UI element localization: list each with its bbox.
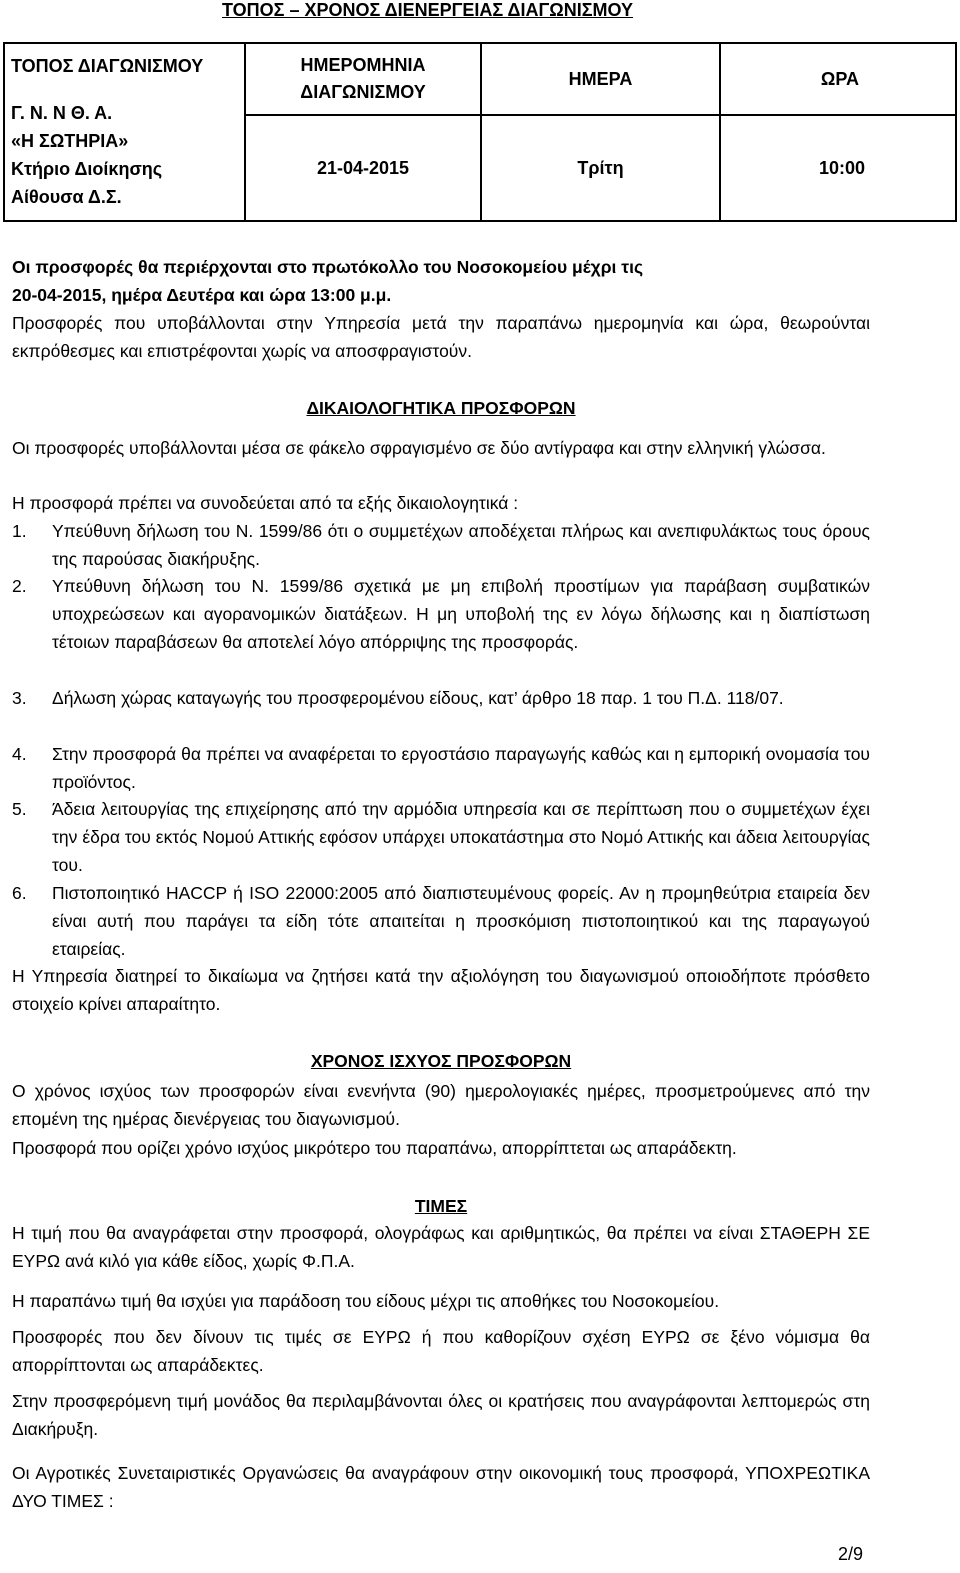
list-item-number: 6. (12, 883, 27, 903)
list-item-text: Δήλωση χώρας καταγωγής του προσφερομένου είδους, κατ’ άρθρο 18 παρ. 1 του Π.Δ. 118/07. (52, 688, 784, 708)
date-value: 21-04-2015 (316, 157, 410, 178)
validity-heading: ΧΡΟΝΟΣ ΙΣΧΥΟΣ ΠΡΟΣΦΟΡΩΝ (310, 1051, 572, 1071)
list-item (12, 572, 870, 656)
prices-paragraph-4: Στην προσφερόμενη τιμή μονάδος θα περιλαμβάνονται όλες οι κρατήσεις που αναγράφονται λεπτομερώς στη Διακήρυξη. (12, 1391, 870, 1439)
place-line-1: Γ. Ν. Ν Θ. Α. (11, 103, 113, 123)
venue-place-cell (4, 43, 245, 221)
list-item-number: 5. (12, 799, 27, 819)
prices-paragraph-1: Η τιμή που θα αναγράφεται στην προσφορά, ολογράφως και αριθμητικώς, θα πρέπει να είναι ΣΤΑΘΕΡΗ ΣΕ ΕΥΡΩ ανά κιλό για κάθε είδος, χωρίς Φ.Π.Α. (12, 1223, 870, 1271)
documents-intro-2: Η προσφορά πρέπει να συνοδεύεται από τα εξής δικαιολογητικά : (12, 493, 519, 513)
deadline-line-1: Οι προσφορές θα περιέρχονται στο πρωτόκολλο του Νοσοκομείου μέχρι τις (12, 257, 644, 277)
deadline-line-2: 20-04-2015, ημέρα Δευτέρα και ώρα 13:00 μ.μ. (12, 285, 392, 305)
place-line-2: «Η ΣΩΤΗΡΙΑ» (11, 131, 129, 151)
day-header-cell (481, 43, 720, 115)
documents-heading: ΔΙΚΑΙΟΛΟΓΗΤΙΚΑ ΠΡΟΣΦΟΡΩΝ (306, 398, 576, 418)
date-cell (245, 115, 481, 221)
prices-paragraph-5: Οι Αγροτικές Συνεταιριστικές Οργανώσεις θα αναγράφουν στην οικονομική τους προσφορά, ΥΠΟΧΡΕΩΤΙΚΑ ΔΥΟ ΤΙΜΕΣ : (12, 1463, 870, 1511)
list-item-text: Υπεύθυνη δήλωση του Ν. 1599/86 ότι ο συμμετέχων αποδέχεται πλήρως και ανεπιφυλάκτως τους όρους της παρούσας διακήρυξης. (52, 521, 870, 569)
list-item-number: 1. (12, 521, 27, 541)
prices-paragraph-3: Προσφορές που δεν δίνουν τις τιμές σε ΕΥΡΩ ή που καθορίζουν σχέση ΕΥΡΩ σε ξένο νόμισμα θα απορρίπτονται ως απαράδεκτες. (12, 1327, 870, 1375)
validity-heading-wrap (12, 1047, 870, 1075)
deadline-note: Προσφορές που υποβάλλονται στην Υπηρεσία μετά την παραπάνω ημερομηνία και ώρα, θεωρούνται εκπρόθεσμες και επιστρέφονται χωρίς να αποσφραγιστούν. (12, 313, 870, 361)
time-cell (720, 115, 956, 221)
documents-intro-1: Οι προσφορές υποβάλλονται μέσα σε φάκελο σφραγισμένο σε δύο αντίγραφα και στην ελληνική γλώσσα. (12, 438, 826, 458)
list-item (12, 740, 870, 796)
date-header: ΗΜΕΡΟΜΗΝΙΑ ΔΙΑΓΩΝΙΣΜΟΥ (300, 55, 426, 102)
list-item-text: Υπεύθυνη δήλωση του Ν. 1599/86 σχετικά με μη επιβολή προστίμων για παράβαση συμβατικών υποχρεώσεων και αγορανομικών διατάξεων. Η μη υποβολή της εν λόγω δήλωσης και η διαπίστωση τέτοιων παραβάσεων θα αποτελεί λόγο απόρριψης της προσφοράς. (52, 576, 870, 652)
validity-paragraph-2: Προσφορά που ορίζει χρόνο ισχύος μικρότερο του παραπάνω, απορρίπτεται ως απαράδεκτη. (12, 1138, 737, 1158)
list-item (12, 879, 870, 963)
list-item-text: Άδεια λειτουργίας της επιχείρησης από την αρμόδια υπηρεσία και σε περίπτωση που ο συμμετέχων έχει την έδρα του εκτός Νομού Αττικής εφόσον υπάρχει υποκατάστημα στο Νομό Αττικής και άδεια λειτουργίας του. (52, 799, 870, 875)
day-cell (481, 115, 720, 221)
list-item-number: 4. (12, 744, 27, 764)
prices-heading-wrap (12, 1192, 870, 1220)
time-header-cell (720, 43, 956, 115)
documents-heading-wrap (12, 394, 870, 422)
list-item-text: Πιστοποιητικό HACCP ή ISO 22000:2005 από διαπιστευμένους φορείς. Αν η προμηθεύτρια εταιρεία δεν είναι αυτή που παράγει τα είδη τότε απαιτείται η προσκόμιση πιστοποιητικού και της παραγωγού εταιρείας. (52, 883, 870, 959)
table-row (4, 43, 956, 115)
documents-closing: Η Υπηρεσία διατηρεί το δικαίωμα να ζητήσει κατά την αξιολόγηση του διαγωνισμού οποιοδήποτε πρόσθετο στοιχείο κρίνει απαραίτητο. (12, 966, 870, 1014)
place-line-4: Αίθουσα Δ.Σ. (11, 187, 122, 207)
prices-paragraph-2: Η παραπάνω τιμή θα ισχύει για παράδοση του είδους μέχρι τις αποθήκες του Νοσοκομείου. (12, 1291, 720, 1311)
day-header: ΗΜΕΡΑ (568, 68, 633, 89)
list-item (12, 795, 870, 879)
list-item (12, 517, 870, 573)
list-item-text: Στην προσφορά θα πρέπει να αναφέρεται το εργοστάσιο παραγωγής καθώς και η εμπορική ονομασία του προϊόντος. (52, 744, 870, 792)
list-item-number: 2. (12, 576, 27, 596)
list-item (12, 684, 870, 712)
list-item-number: 3. (12, 688, 27, 708)
venue-table (3, 42, 957, 222)
page-number: 2/9 (838, 1544, 864, 1564)
time-header: ΩΡΑ (820, 68, 859, 89)
date-header-cell (245, 43, 481, 115)
validity-paragraph-1: Ο χρόνος ισχύος των προσφορών είναι ενενήντα (90) ημερολογιακές ημέρες, προσμετρούμενες από την επομένη της ημέρας διενέργειας του διαγωνισμού. (12, 1081, 870, 1129)
prices-heading: ΤΙΜΕΣ (414, 1196, 468, 1216)
place-line-3: Κτήριο Διοίκησης (11, 159, 163, 179)
place-header: ΤΟΠΟΣ ΔΙΑΓΩΝΙΣΜΟΥ (11, 56, 204, 76)
day-value: Τρίτη (577, 157, 624, 178)
time-value: 10:00 (818, 157, 865, 178)
section-title-venue-time: ΤΟΠΟΣ – ΧΡΟΝΟΣ ΔΙΕΝΕΡΓΕΙΑΣ ΔΙΑΓΩΝΙΣΜΟΥ (222, 0, 634, 20)
